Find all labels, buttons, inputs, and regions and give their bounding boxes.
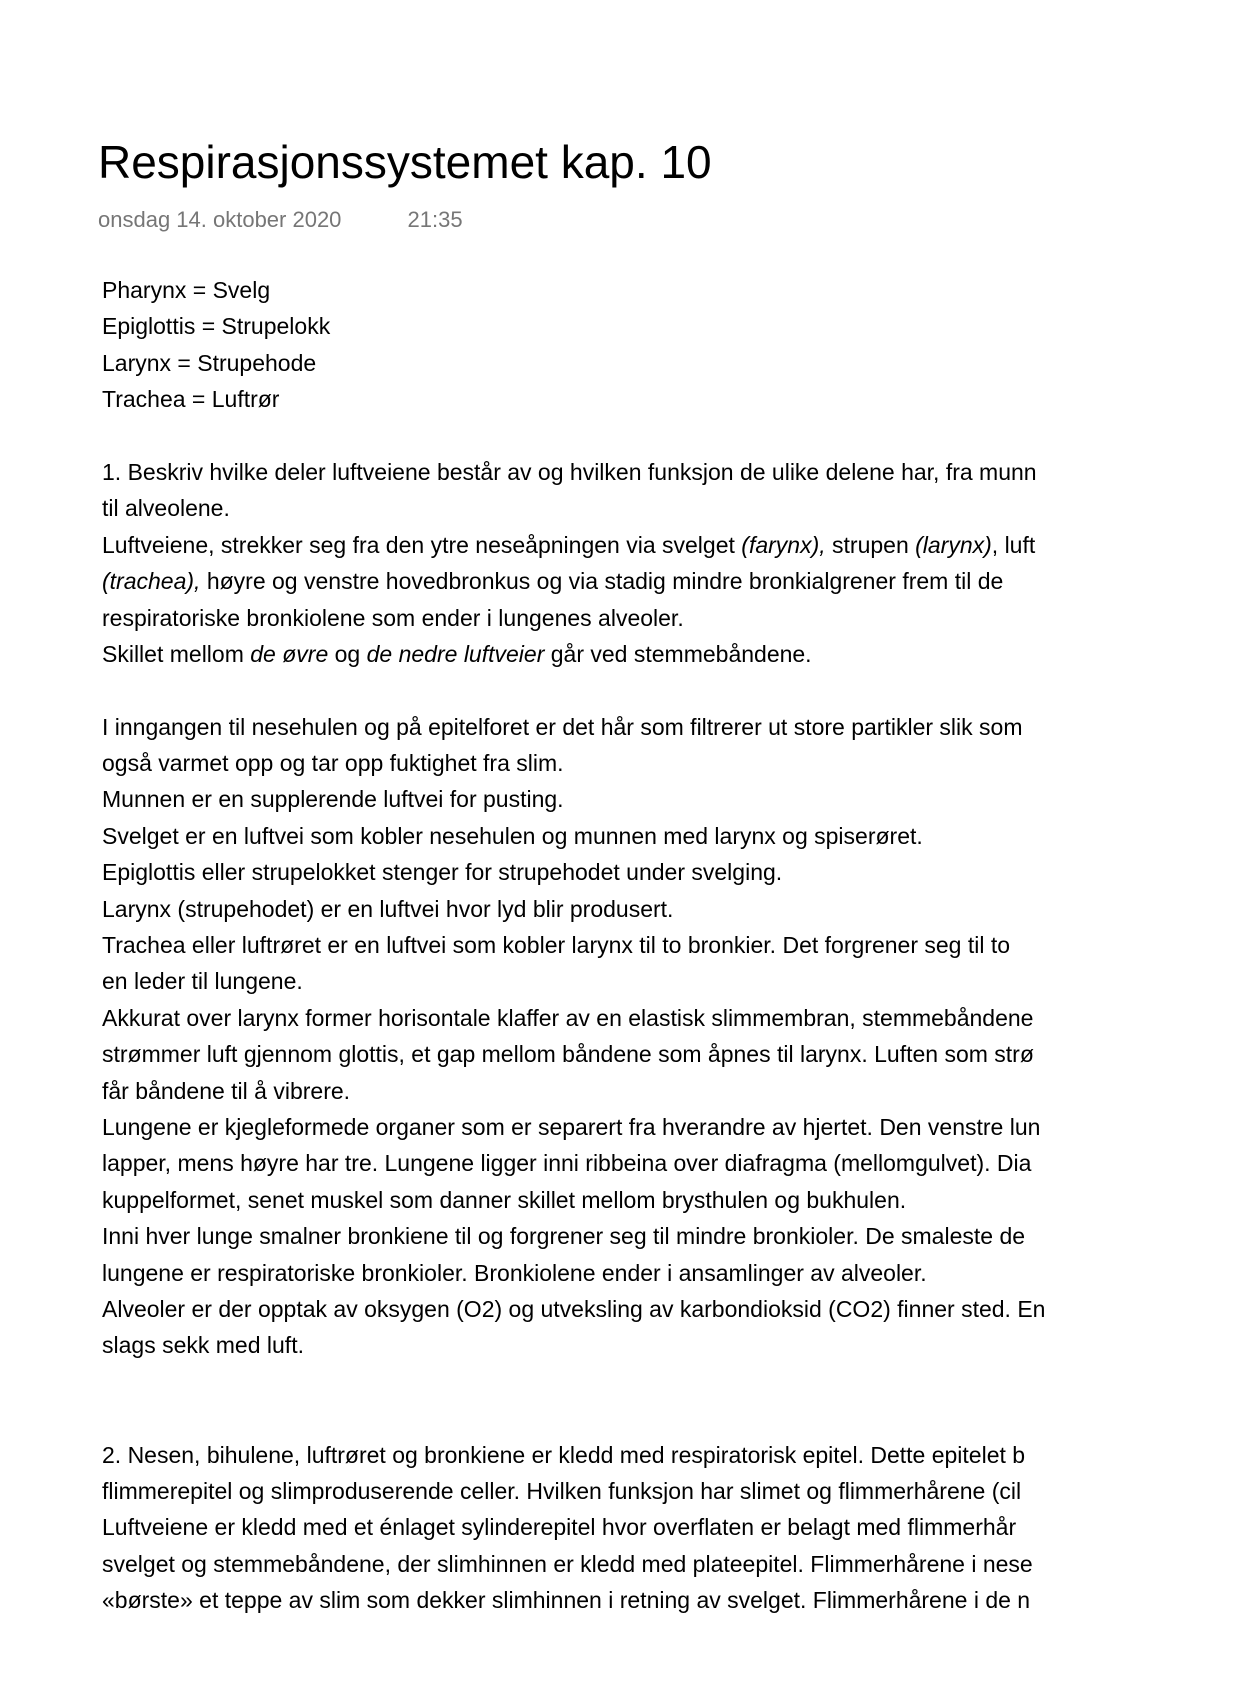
answer-line (102, 563, 1252, 599)
paragraph-line: Alveoler er der opptak av oksygen (O2) og utveksling av karbondioksid (CO2) finner sted. En (102, 1295, 1046, 1322)
question-text: 1. Beskriv hvilke deler luftveiene består av og hvilken funksjon de ulike delene har, fra munn (102, 458, 1037, 485)
paragraph-line: en leder til lungene. (102, 968, 303, 995)
paragraph-line: Akkurat over larynx former horisontale klaffer av en elastisk slimmembran, stemmebåndene (102, 1004, 1034, 1031)
answer-line: Luftveiene er kledd med et énlaget sylinderepitel hvor overflaten er belagt med flimmerhår (102, 1514, 1017, 1541)
answer-line: respiratoriske bronkiolene som ender i lungenes alveoler. (102, 604, 684, 631)
glossary-item: Larynx = Strupehode (102, 349, 317, 376)
answer-term: (trachea), (102, 568, 201, 595)
answer-term: de øvre (250, 640, 329, 667)
glossary-item: Epiglottis = Strupelokk (102, 313, 331, 340)
paragraph-line: Lungene er kjegleformede organer som er separert fra hverandre av hjertet. Den venstre lun (102, 1113, 1041, 1140)
answer-text: strupen (825, 531, 916, 558)
answer-text: Luftveiene, strekker seg fra den ytre neseåpningen via svelget (102, 531, 742, 558)
glossary-list (102, 272, 1252, 418)
paragraph-line: lapper, mens høyre har tre. Lungene ligger inni ribbeina over diafragma (mellomgulvet). Dia (102, 1150, 1032, 1177)
page-title: Respirasjonssystemet kap. 10 (98, 136, 712, 188)
paragraph-line: Svelget er en luftvei som kobler nesehulen og munnen med larynx og spiserøret. (102, 822, 923, 849)
answer-term: (larynx) (915, 531, 992, 558)
answer-text: går ved stemmebåndene. (544, 640, 812, 667)
spacer (102, 1364, 1252, 1437)
question-text: 2. Nesen, bihulene, luftrøret og bronkiene er kledd med respiratorisk epitel. Dette epitelet b (102, 1441, 1026, 1468)
answer-line (102, 636, 1252, 672)
note-meta (98, 206, 463, 234)
paragraph-line: Epiglottis eller strupelokket stenger for strupehodet under svelging. (102, 859, 783, 886)
paragraph-line: Trachea eller luftrøret er en luftvei som kobler larynx til to bronkier. Det forgrener seg til to (102, 932, 1011, 959)
paragraph-line: I inngangen til nesehulen og på epitelforet er det hår som filtrerer ut store partikler slik som (102, 713, 1023, 740)
paragraph-line: også varmet opp og tar opp fuktighet fra slim. (102, 750, 564, 777)
glossary-item: Pharynx = Svelg (102, 277, 271, 303)
glossary-item: Trachea = Luftrør (102, 386, 280, 413)
answer-paragraph (102, 709, 1252, 1364)
answer-term: (farynx), (741, 531, 826, 558)
paragraph-line: kuppelformet, senet muskel som danner skillet mellom brysthulen og bukhulen. (102, 1186, 907, 1213)
question-1 (102, 454, 1252, 1364)
question-2 (102, 1437, 1252, 1614)
note-time: 21:35 (407, 207, 463, 232)
paragraph-line: Munnen er en supplerende luftvei for pusting. (102, 786, 564, 813)
paragraph-line: strømmer luft gjennom glottis, et gap mellom båndene som åpnes til larynx. Luften som strø (102, 1041, 1034, 1068)
paragraph-line: slags sekk med luft. (102, 1332, 304, 1359)
answer-text: , luft (991, 531, 1036, 558)
paragraph-line: Inni hver lunge smalner bronkiene til og forgrener seg til mindre bronkioler. De smaleste de (102, 1223, 1026, 1250)
answer-text: høyre og venstre hovedbronkus og via stadig mindre bronkialgrener frem til de (200, 568, 1004, 595)
answer-line-cut: «børste» et teppe av slim som dekker slimhinnen i retning av svelget. Flimmerhårene i de n (102, 1587, 1031, 1614)
spacer (102, 418, 1252, 454)
answer-term: de nedre luftveier (366, 640, 545, 667)
question-text: flimmerepitel og slimproduserende celler. Hvilken funksjon har slimet og flimmerhårene (cil (102, 1477, 1022, 1504)
spacer (102, 672, 1252, 708)
answer-text: Skillet mellom (102, 640, 251, 667)
answer-text: og (328, 640, 367, 667)
answer-line (102, 527, 1252, 563)
note-body (102, 272, 1252, 1614)
paragraph-line: Larynx (strupehodet) er en luftvei hvor lyd blir produsert. (102, 895, 674, 922)
question-text: til alveolene. (102, 495, 230, 522)
paragraph-line: får båndene til å vibrere. (102, 1077, 351, 1104)
answer-line: svelget og stemmebåndene, der slimhinnen er kledd med plateepitel. Flimmerhårene i nese (102, 1550, 1033, 1577)
paragraph-line: lungene er respiratoriske bronkioler. Bronkiolene ender i ansamlinger av alveoler. (102, 1259, 927, 1286)
note-date: onsdag 14. oktober 2020 (98, 207, 342, 232)
